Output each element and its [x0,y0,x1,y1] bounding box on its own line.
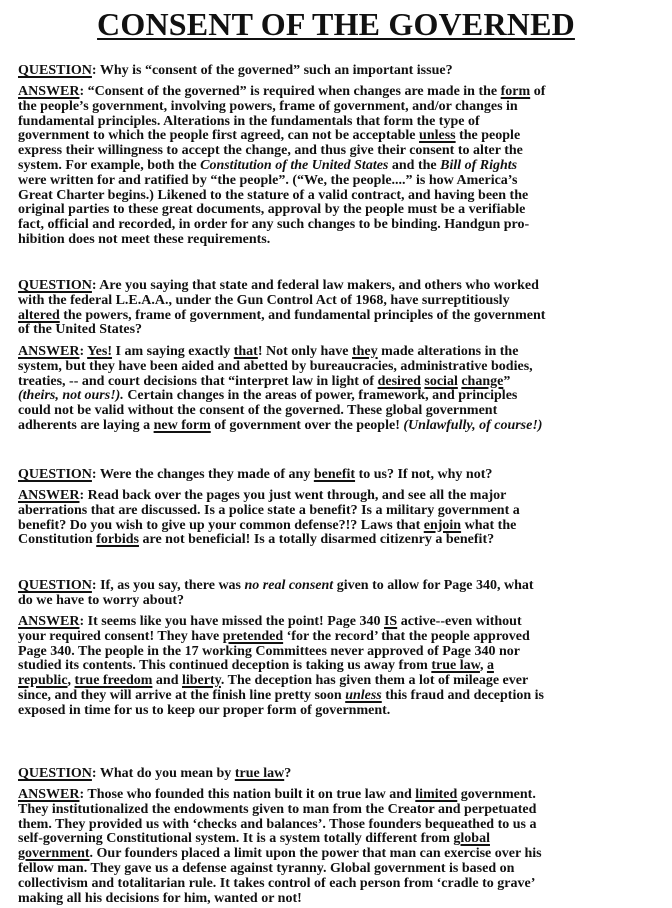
text-segment: aberrations that are discussed. Is a police state a benefit? Is a military government a [18,502,520,518]
text-segment: active--even without [397,614,522,629]
text-line [18,630,654,645]
underlined-text: IS [383,614,398,629]
text-segment: self-governing Constitutional system. It is a system totally different from [18,831,454,847]
text-segment: the powers, frame of government, and fundamental principles of the government [59,307,546,323]
underlined-text: global [453,831,490,847]
text-line [18,519,654,534]
underlined-text: new form [153,417,211,433]
text-line [18,404,654,419]
underlined-text: pretended [222,628,284,644]
question-4 [18,579,654,609]
text-segment: them. They provided us with ‘checks and balances’. Those founders bequeathed to us a [18,816,537,832]
underlined-text: limited [415,787,458,802]
text-line [18,389,654,404]
text-segment: fact, official and recorded, in order for any such changes to be binding. Handgun pro- [18,217,530,233]
text-line [18,375,654,390]
underlined-text: QUESTION [18,278,92,293]
text-line [18,862,654,877]
text-line [18,144,654,159]
text-line [18,645,654,660]
text-line [18,64,654,79]
italic-text: no real consent [244,578,334,593]
text-line [18,615,654,630]
text-line [18,533,654,548]
text-segment: given to allow for Page 340, what [333,578,534,593]
text-line [18,129,654,144]
underlined-text: unless [419,128,456,144]
question-3 [18,468,654,483]
text-segment: system. For example, both the [18,157,201,173]
underlined-text: ANSWER [18,84,80,99]
text-segment: Constitution [18,532,97,548]
underlined-text: QUESTION [18,63,92,78]
text-line [18,279,654,294]
underlined-text: they [351,344,378,359]
text-segment: with the federal L.E.A.A., under the Gun Control Act of 1968, have surreptitiously [18,292,510,308]
underlined-text: enjoin [423,517,462,533]
text-segment: : Are you saying that state and federal law makers, and others who worked [91,278,539,293]
text-segment: : If, as you say, there was [91,578,245,593]
text-segment: benefit? Do you wish to give up your common defense?!? Laws that [18,517,424,533]
text-segment: Page 340. The people in the 17 working Committees never approved of Page 340 nor [18,643,521,659]
text-line [18,323,654,338]
question-5 [18,767,654,782]
text-line [18,189,654,204]
underlined-text: forbids [96,532,139,548]
underlined-text: true law [234,766,285,781]
text-segment: fellow man. They gave us a defense against tyranny. Global government is based on [18,860,515,876]
underlined-text: republic [18,673,68,689]
text-segment: : Those who founded this nation built it on true law and [79,787,416,802]
text-segment: your required consent! They have [18,628,223,644]
italic-text: Constitution of the United States [200,157,389,173]
underlined-text: ANSWER [18,787,80,802]
text-segment: original parties to these great documents, approval by the people must be a verifiable [18,202,526,218]
page-title: CONSENT OF THE GOVERNED [97,6,575,42]
text-segment: adherents are laying a [18,417,154,433]
italic-text: (Unlawfully, of course!) [403,417,543,433]
text-segment: and the [388,157,441,173]
underlined-text: change [461,373,504,389]
text-line [18,203,654,218]
text-segment: : “Consent of the governed” is required when changes are made in the [79,84,501,99]
text-line [18,345,654,360]
text-line [18,832,654,847]
text-line [18,704,654,719]
text-segment: , [479,658,487,674]
underlined-text: true freedom [74,673,153,689]
text-line [18,818,654,833]
text-line [18,659,654,674]
underlined-text: desired [377,373,421,389]
text-line [18,892,654,907]
text-segment: treaties, -- and court decisions that “interpret law in light of [18,373,378,389]
text-segment: . Our founders placed a limit upon the power that man can exercise over his [89,846,542,862]
answer-1 [18,85,654,248]
text-line [18,309,654,324]
text-line [18,233,654,248]
text-line [18,877,654,892]
text-line [18,468,654,483]
text-line [18,847,654,862]
text-segment: . The deception has given them a lot of mileage ever [220,673,529,689]
answer-4 [18,615,654,719]
text-line [18,803,654,818]
text-line [18,674,654,689]
text-segment: fundamental principles. Alterations in the fundamentals that form the type of [18,113,480,129]
text-segment: and [152,673,182,689]
text-segment: ? [284,766,292,781]
text-line [18,689,654,704]
text-line [18,419,654,434]
text-segment: were written for and ratified by “the people”. (“We, the people....” is how America’s [18,172,518,188]
text-segment: government. [457,787,536,802]
text-segment: I am saying exactly [112,344,234,359]
text-segment: , [67,673,75,689]
text-line [18,174,654,189]
text-line [18,85,654,100]
question-2 [18,279,654,338]
text-line [18,294,654,309]
underlined-text: that [233,344,258,359]
text-segment: express their willingness to accept the change, and thus give their consent to alter the [18,143,523,159]
text-segment: : What do you mean by [91,766,235,781]
underlined-text: Yes! [87,344,113,359]
text-segment: system, but they have been aided and abetted by bureaucracies, administrative bodies, [18,358,533,374]
text-segment: ! Not only have [257,344,352,359]
answer-2 [18,345,654,434]
text-segment: making all his decisions for him, wanted or not! [18,890,302,906]
text-segment: hibition does not meet these requirements. [18,231,271,247]
text-segment: since, and they will arrive at the finish line pretty soon [18,687,346,703]
text-segment: They institutionalized the endowments given to man from the Creator and perpetuated [18,801,537,817]
text-segment: of government over the people! [210,417,404,433]
text-line [18,504,654,519]
underlined-text: ANSWER [18,488,80,503]
underlined-text: government [18,846,90,862]
underlined-text: altered [18,307,60,323]
text-line [18,159,654,174]
underlined-text: QUESTION [18,578,92,593]
text-segment: : Read back over the pages you just went through, and see all the major [79,488,507,503]
text-segment: : Were the changes they made of any [91,467,314,482]
text-line [18,788,654,803]
text-segment: ” [503,373,511,389]
text-segment: exposed in time for us to keep our proper form of government. [18,702,391,718]
text-segment: the people’s government, involving powers, frame of government, and/or changes in [18,98,518,114]
text-line [18,579,654,594]
underlined-text: form [500,84,531,99]
text-line [18,115,654,130]
italic-text: Bill of Rights [440,157,518,173]
underlined-text: liberty [181,673,221,689]
underlined-text: ANSWER [18,614,80,629]
text-line [18,100,654,115]
text-segment: : Why is “consent of the governed” such an important issue? [91,63,453,78]
answer-3 [18,489,654,548]
answer-5 [18,788,654,906]
text-segment: collectivism and totalitarian rule. It takes control of each person from ‘cradle to grave’ [18,875,536,891]
text-segment: of [530,84,546,99]
question-1 [18,64,654,79]
text-line [18,767,654,782]
text-segment: studied its contents. This continued deception is taking us away from [18,658,432,674]
text-segment: the people [455,128,521,144]
underlined-text: ANSWER [18,344,80,359]
underlined-text: a [486,658,494,674]
text-segment: : It seems like you have missed the point! Page 340 [79,614,384,629]
text-segment: to us? If not, why not? [355,467,493,482]
text-segment: government to which the people first agreed, can not be acceptable [18,128,420,144]
text-segment: of the United States? [18,322,143,338]
text-segment: ‘for the record’ that the people approved [283,628,530,644]
text-segment: are not beneficial! Is a totally disarmed citizenry a benefit? [138,532,495,548]
italic-text: (theirs, not ours!). [18,388,124,404]
text-segment: made alterations in the [377,344,519,359]
text-line [18,360,654,375]
text-segment: this fraud and deception is [381,687,544,703]
text-line [18,594,654,609]
text-segment: Certain changes in the areas of power, framework, and principles [123,388,518,404]
text-segment: do we have to worry about? [18,592,185,608]
text-line [18,489,654,504]
text-line [18,218,654,233]
underlined-text: true law [431,658,480,674]
text-segment: : [79,344,88,359]
underlined-text: social [424,373,458,389]
underlined-text: unless [345,687,382,703]
underlined-text: QUESTION [18,467,92,482]
underlined-text: benefit [313,467,356,482]
text-segment: Great Charter begins.) Likened to the stature of a valid contract, and having been the [18,187,529,203]
text-segment: could not be valid without the consent of the governed. These global government [18,403,498,419]
underlined-text: QUESTION [18,766,92,781]
text-segment: what the [461,517,517,533]
